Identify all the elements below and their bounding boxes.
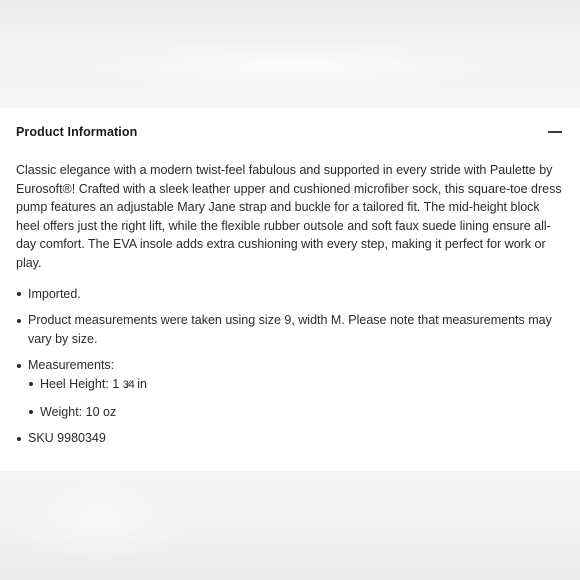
list-item-measurements [16,356,564,421]
blurred-background-bottom [0,471,580,580]
heel-height-unit: in [133,376,147,391]
measurements-label: Measurements: [28,358,115,373]
measurements-sublist [28,375,564,421]
product-description: Classic elegance with a modern twist-feel fabulous and supported in every stride with Paulette by Eurosoft®! Crafted with a sleek leather upper and cushioned microfiber sock, this square-toe dress pump features an adjustable Mary Jane strap and buckle for a tailored fit. The mid-height block heel offers just the right lift, while the flexible rubber outsole and soft faux suede lining ensure all-day comfort. The EVA insole adds extra cushioning with every step, making it perfect for work or play. [16,163,562,270]
product-information-panel [0,108,580,471]
section-header[interactable] [16,125,564,139]
blurred-background-top [0,0,580,108]
section-title: Product Information [16,125,138,139]
sublist-item-heel-height [28,375,564,395]
collapse-button[interactable] [546,125,564,139]
minus-icon [548,131,562,132]
product-details-list [16,285,564,448]
heel-height-label: Heel Height: 1 [40,376,123,391]
list-item-sku: SKU 9980349 [16,429,564,448]
heel-height-fraction: 3⁄4 [122,378,134,391]
list-item-measurements-note: Product measurements were taken using size 9, width M. Please note that measurements may vary by size. [16,311,564,348]
list-item-imported: Imported. [16,285,564,304]
sublist-item-weight: Weight: 10 oz [28,403,564,422]
